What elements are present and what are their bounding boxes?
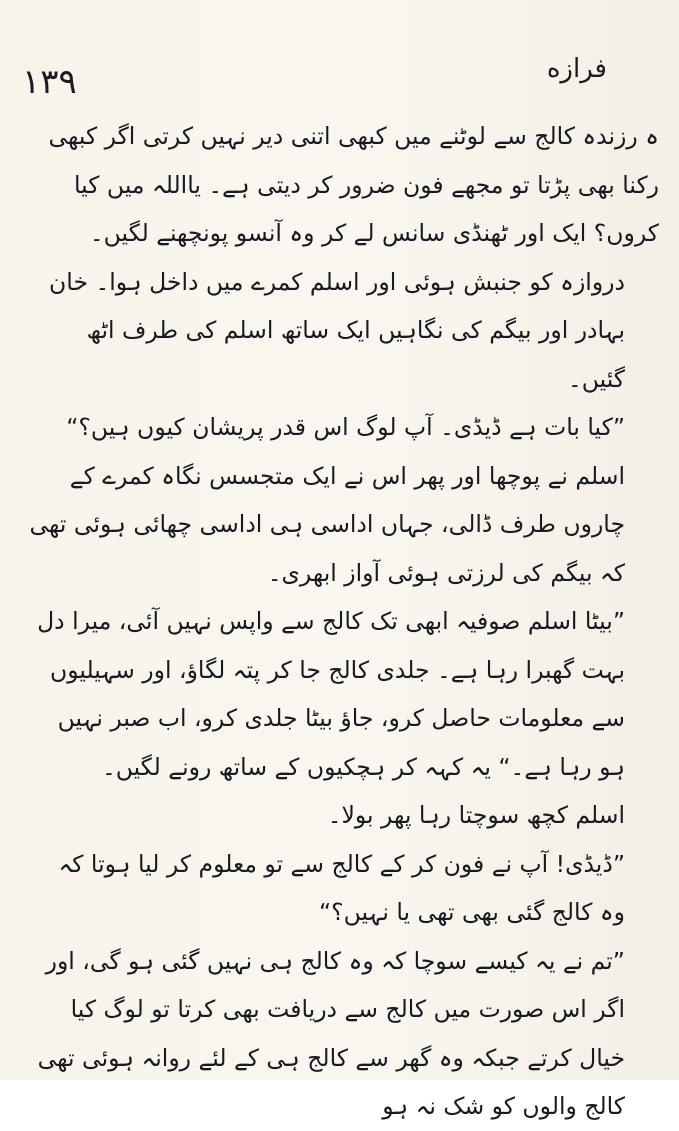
paragraph-4: ”بیٹا اسلم صوفیہ ابھی تک کالج سے واپس نہیں آئی، میرا دل بہت گھبرا رہا ہے۔ جلدی کالج جا کر پتہ لگاؤ، اور سہیلیوں سے معلومات حاصل کرو، جاؤ بیٹا جلدی کرو، اب صبر نہیں ہو رہا ہے۔“ یہ کہہ کر ہچکیوں کے ساتھ رونے لگیں۔ — [37, 607, 625, 781]
paragraph-1: ہ رزندہ کالج سے لوٹنے میں کبھی اتنی دیر نہیں کرتی اگر کبھی رکنا بھی پڑتا تو مجھے فون ضرور کر دیتی ہے۔ یااللہ میں کیا کروں؟ ایک اور ٹھنڈی سانس لے کر وہ آنسو پونچھنے لگیں۔ — [48, 122, 659, 247]
body-text — [28, 112, 659, 1131]
page-number: ١٣٩ — [22, 62, 77, 102]
paragraph-6: ”ڈیڈی! آپ نے فون کر کے کالج سے تو معلوم کر لیا ہوتا کہ وہ کالج گئی بھی تھی یا نہیں؟“ — [58, 849, 625, 926]
paragraph-3: ”کیا بات ہے ڈیڈی۔ آپ لوگ اس قدر پریشان کیوں ہیں؟“ اسلم نے پوچھا اور پھر اس نے ایک متجسس نگاہ کمرے کے چاروں طرف ڈالی، جہاں اداسی ہی اداسی چھائی ہوئی تھی کہ بیگم کی لرزتی ہوئی آواز ابھری۔ — [29, 413, 625, 587]
paragraph-5: اسلم کچھ سوچتا رہا پھر بولا۔ — [327, 801, 625, 829]
paragraph-7: ”تم نے یہ کیسے سوچا کہ وہ کالج ہی نہیں گئی ہو گی، اور اگر اس صورت میں کالج سے دریافت بھی کرتا تو لوگ کیا خیال کرتے جبکہ وہ گھر سے کالج ہی کے لئے روانہ ہوئی تھی کالج والوں کو شک نہ ہو — [37, 946, 625, 1120]
paragraph-2: دروازہ کو جنبش ہوئی اور اسلم کمرے میں داخل ہوا۔ خان بہادر اور بیگم کی نگاہیں ایک ساتھ اسلم کی طرف اٹھ گئیں۔ — [49, 267, 625, 393]
running-title: فرازه — [546, 54, 607, 84]
